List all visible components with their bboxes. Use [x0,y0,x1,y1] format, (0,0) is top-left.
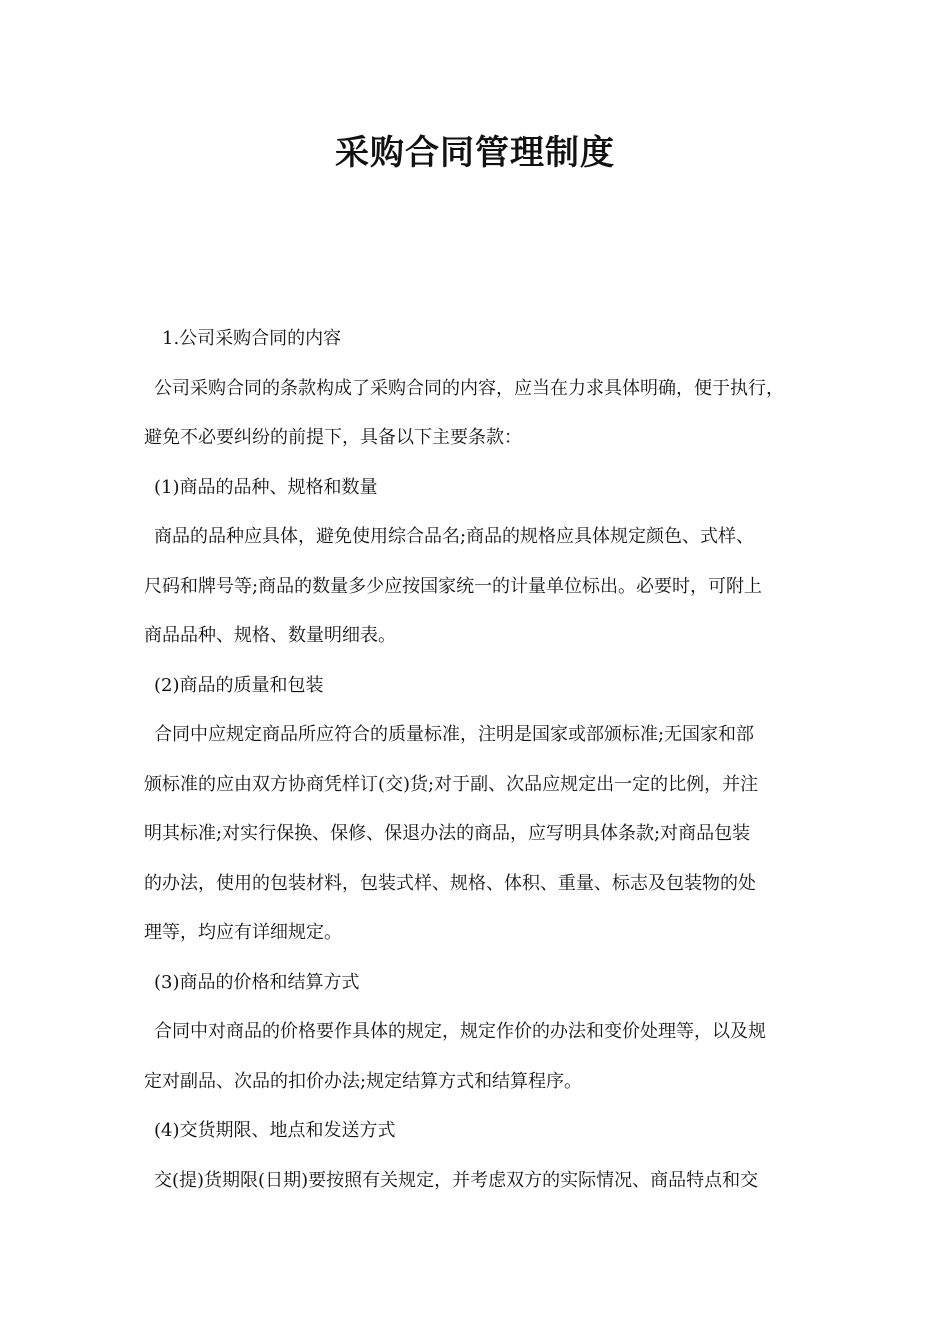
paragraph-line: 交(提)货期限(日期)要按照有关规定，并考虑双方的实际情况、商品特点和交 [154,1169,759,1191]
subsection-heading: (3)商品的价格和结算方式 [154,971,360,993]
paragraph-line: 避免不必要纠纷的前提下，具备以下主要条款： [144,427,522,448]
paragraph-line: 商品的品种应具体，避免使用综合品名;商品的规格应具体规定颜色、式样、 [154,526,755,547]
section-heading: 1.公司采购合同的内容 [162,328,342,349]
subsection-heading: (1)商品的品种、规格和数量 [154,476,378,498]
subsection-heading: (4)交货期限、地点和发送方式 [154,1120,396,1141]
paragraph-line: 明其标准;对实行保换、保修、保退办法的商品，应写明具体条款;对商品包装 [144,823,751,844]
paragraph-line: 的办法，使用的包装材料，包装式样、规格、体积、重量、标志及包装物的处 [144,872,756,894]
document-title: 采购合同管理制度 [335,133,615,173]
paragraph-line: 合同中应规定商品所应符合的质量标准，注明是国家或部颁标准;无国家和部 [154,724,755,745]
paragraph-line: 尺码和牌号等;商品的数量多少应按国家统一的计量单位标出。必要时，可附上 [144,575,763,597]
paragraph-line: 合同中对商品的价格要作具体的规定，规定作价的办法和变价处理等，以及规 [154,1021,766,1042]
subsection-heading: (2)商品的质量和包装 [154,674,324,696]
paragraph-line: 公司采购合同的条款构成了采购合同的内容，应当在力求具体明确，便于执行， [154,377,784,399]
paragraph-line: 理等，均应有详细规定。 [144,922,342,943]
paragraph-line: 商品品种、规格、数量明细表。 [144,625,396,646]
document-body [144,322,816,1213]
paragraph-line: 颁标准的应由双方协商凭样订(交)货;对于副、次品应规定出一定的比例，并注 [144,773,759,795]
paragraph-line: 定对副品、次品的扣价办法;规定结算方式和结算程序。 [144,1070,583,1092]
